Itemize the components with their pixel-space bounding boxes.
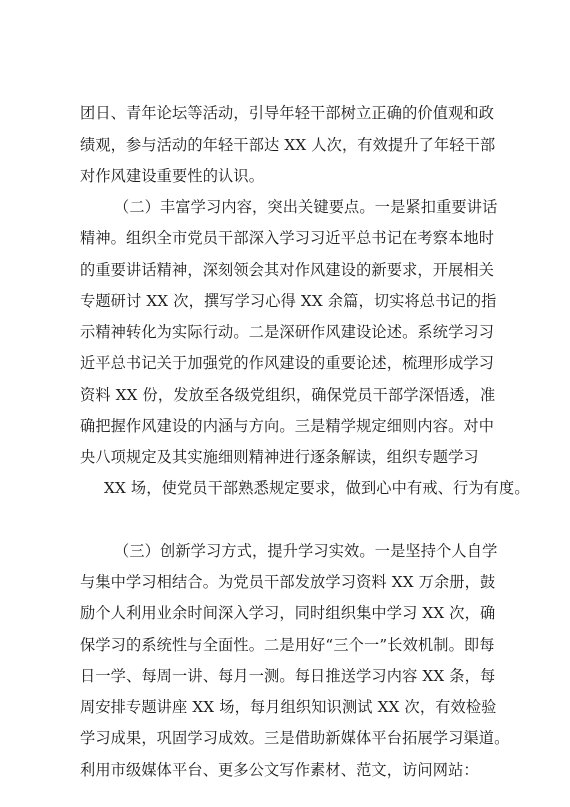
text-line: 励个人利用业余时间深入学习，同时组织集中学习 XX 次，确 [80, 604, 496, 622]
text-line: 专题研讨 XX 次，撰写学习心得 XX 余篇，切实将总书记的指 [80, 292, 497, 310]
text-line: （三）创新学习方式，提升学习实效。一是坚持个人自学 [114, 542, 498, 560]
text-line: 日一学、每周一讲、每月一测。每日推送学习内容 XX 条，每 [80, 667, 496, 685]
text-line: 周安排专题讲座 XX 场，每月组织知识测试 XX 次，有效检验 [80, 698, 497, 716]
text-line: 利用市级媒体平台、更多公文写作素材、范文，访问网站： [80, 761, 479, 779]
text-line: 与集中学习相结合。为党员干部发放学习资料 XX 万余册，鼓 [80, 573, 496, 591]
text-line: 对作风建设重要性的认识。 [80, 167, 265, 185]
text-line: 团日、青年论坛等活动，引导年轻干部树立正确的价值观和政 [80, 104, 495, 122]
text-line: 的重要讲话精神，深刻领会其对作风建设的新要求，开展相关 [80, 261, 495, 279]
text-line: 央八项规定及其实施细则精神进行逐条解读，组织专题学习 [80, 448, 479, 466]
text-line: 近平总书记关于加强党的作风建设的重要论述，梳理形成学习 [80, 354, 495, 372]
text-line: 示精神转化为实际行动。二是深研作风建设论述。系统学习习 [80, 323, 495, 341]
text-line: 确把握作风建设的内涵与方向。三是精学规定细则内容。对中 [80, 417, 495, 435]
text-line: 资料 XX 份，发放至各级党组织，确保党员干部学深悟透，准 [80, 386, 496, 404]
text-line: 精神。组织全市党员干部深入学习习近平总书记在考察本地时 [80, 229, 495, 247]
text-line: 学习成果，巩固学习成效。三是借助新媒体平台拓展学习渠道。 [80, 729, 510, 747]
text-line: XX 场，使党员干部熟悉规定要求，做到心中有戒、行为有度。 [104, 479, 530, 497]
text-line: 绩观，参与活动的年轻干部达 XX 人次，有效提升了年轻干部 [80, 136, 496, 154]
text-line: 保学习的系统性与全面性。二是用好“三个一”长效机制。即每 [80, 636, 495, 654]
text-line: （二）丰富学习内容，突出关键要点。一是紧扣重要讲话 [114, 198, 498, 216]
